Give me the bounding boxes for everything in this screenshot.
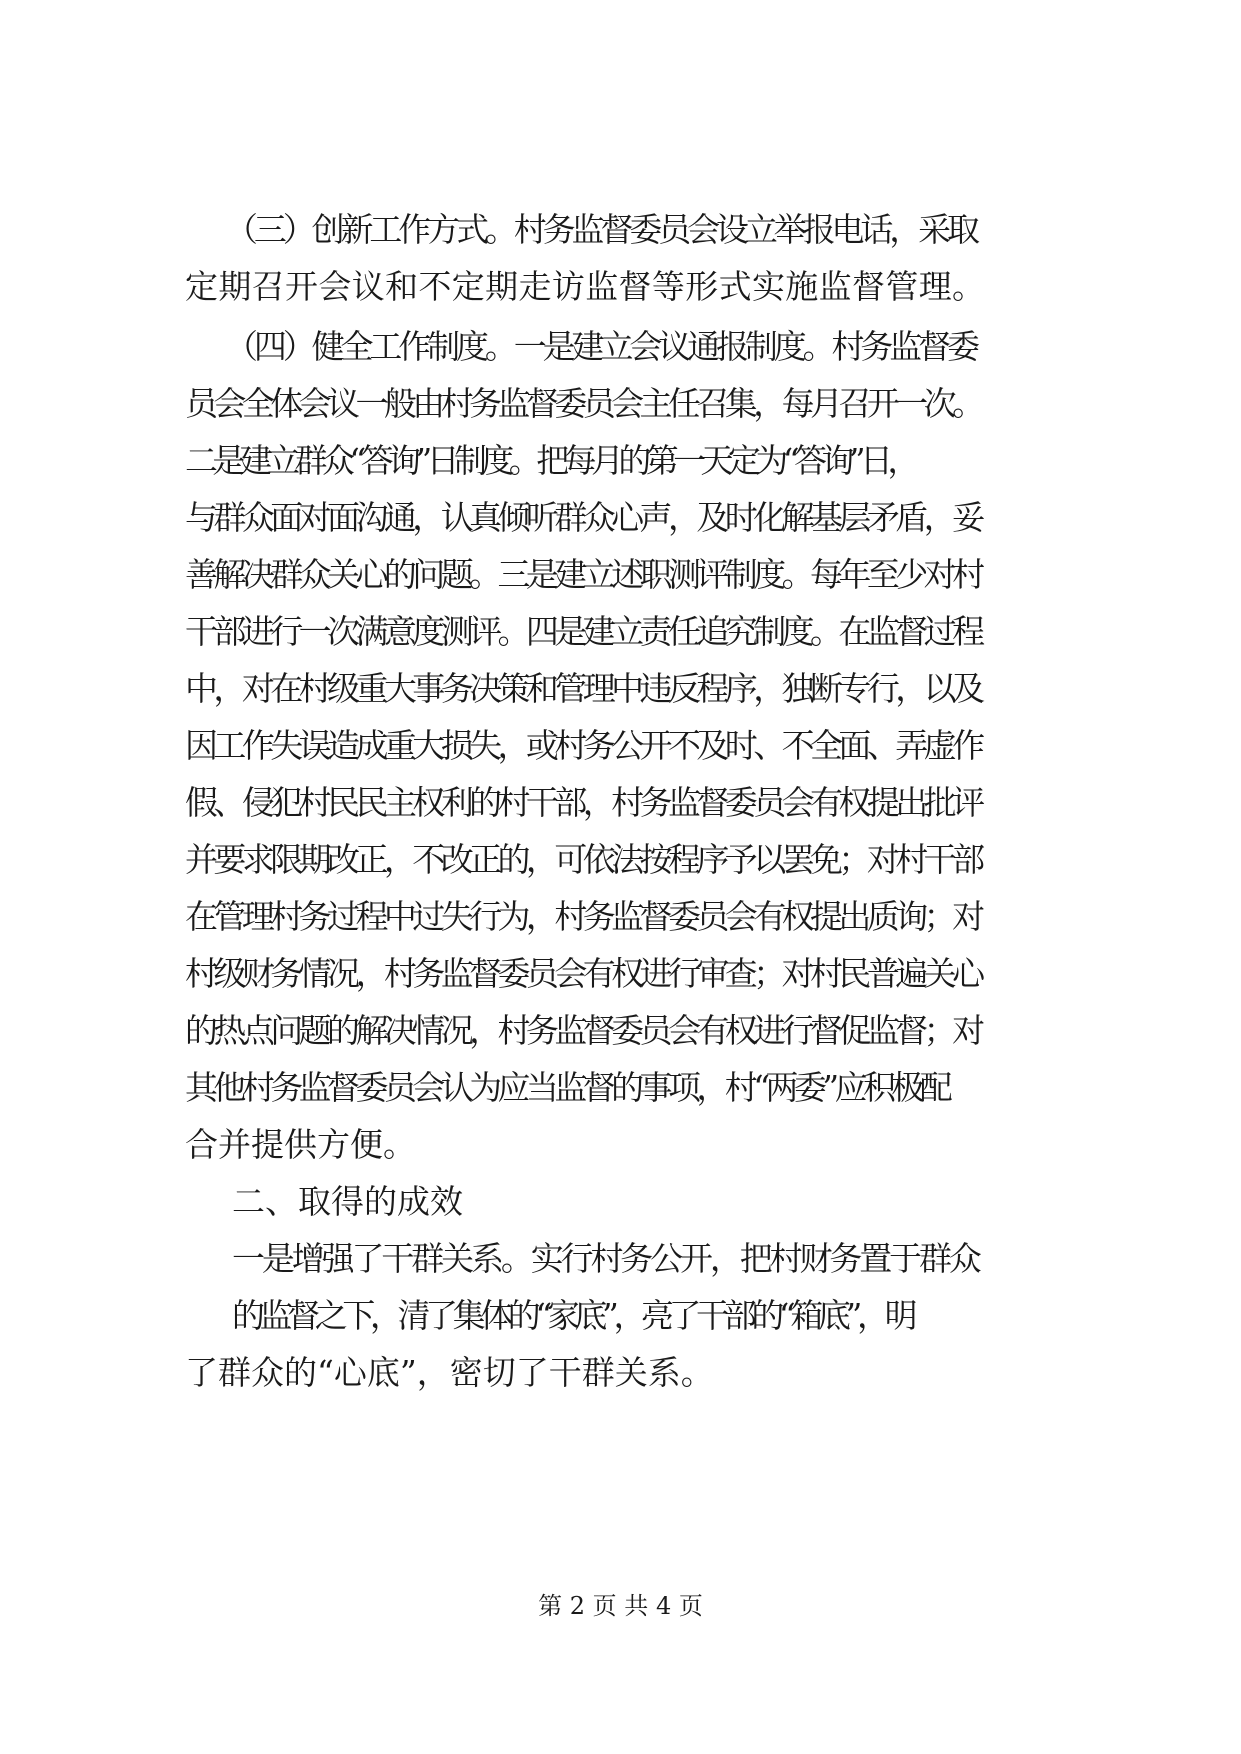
paragraph-line: 与群众面对面沟通，认真倾听群众心声，及时化解基层矛盾，妥: [185, 498, 981, 537]
paragraph-line: 并要求限期改正，不改正的，可依法按程序予以罢免；对村干部: [185, 840, 981, 879]
paragraph-line: 合并提供方便。: [185, 1125, 416, 1164]
paragraph-line: （四）健全工作制度。一是建立会议通报制度。村务监督委: [225, 327, 976, 366]
paragraph-line: 中，对在村级重大事务决策和管理中违反程序，独断专行，以及: [185, 669, 981, 708]
paragraph-line: 定期召开会议和不定期走访监督等形式实施监督管理。: [185, 267, 986, 306]
paragraph-line: 村级财务情况，村务监督委员会有权进行审查；对村民普遍关心: [185, 954, 981, 993]
section-heading: 二、取得的成效: [232, 1182, 463, 1221]
paragraph-line: 善解决群众关心的问题。三是建立述职测评制度。每年至少对村: [185, 555, 981, 594]
paragraph-line: 的热点问题的解决情况，村务监督委员会有权进行督促监督；对: [185, 1011, 981, 1050]
paragraph-line: 在管理村务过程中过失行为，村务监督委员会有权提出质询；对: [185, 897, 981, 936]
page-footer: 第 2 页 共 4 页: [538, 1592, 703, 1620]
paragraph-line: 假、侵犯村民民主权利的村干部，村务监督委员会有权提出批评: [185, 783, 981, 822]
paragraph-line: 员会全体会议一般由村务监督委员会主任召集，每月召开一次。: [185, 384, 981, 423]
paragraph-line: 一是增强了干群关系。实行村务公开，把村财务置于群众: [232, 1239, 979, 1278]
paragraph-line: 二是建立群众“答询”日制度。把每月的第一天定为“答询”日，: [185, 441, 915, 480]
paragraph-line: 因工作失误造成重大损失，或村务公开不及时、不全面、弄虚作: [185, 726, 981, 765]
paragraph-line: 其他村务监督委员会认为应当监督的事项，村“两委”应积极配: [185, 1068, 949, 1107]
paragraph-line: 的监督之下，清了集体的“家底”，亮了干部的“箱底”，明: [232, 1296, 913, 1335]
paragraph-line: 干部进行一次满意度测评。四是建立责任追究制度。在监督过程: [185, 612, 981, 651]
paragraph-line: 了群众的“心底”，密切了干群关系。: [185, 1353, 714, 1392]
paragraph-line: （三）创新工作方式。村务监督委员会设立举报电话，采取: [225, 210, 976, 249]
